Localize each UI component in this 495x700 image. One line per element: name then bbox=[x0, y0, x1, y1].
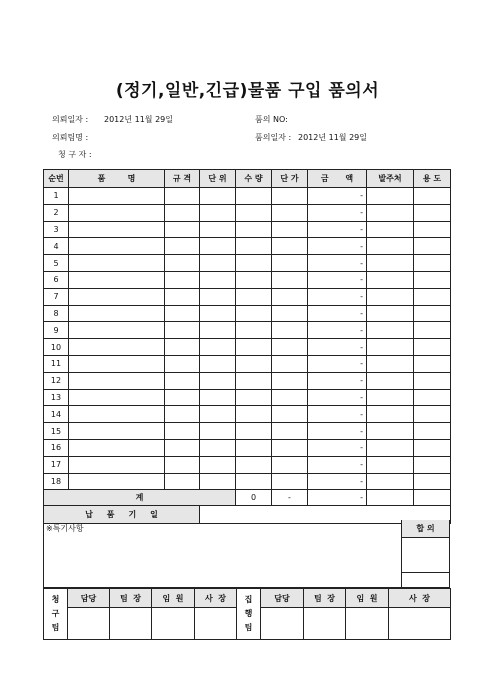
table-cell[interactable] bbox=[367, 188, 414, 205]
table-cell[interactable] bbox=[272, 456, 308, 473]
total-label: 계 bbox=[44, 490, 236, 506]
request-date-label: 의뢰일자 : bbox=[52, 115, 89, 124]
row-amount: - bbox=[308, 439, 367, 456]
table-cell[interactable] bbox=[200, 204, 236, 221]
table-cell[interactable] bbox=[236, 238, 272, 255]
table-cell[interactable] bbox=[200, 305, 236, 322]
table-cell[interactable] bbox=[367, 473, 414, 490]
total-qty: 0 bbox=[236, 490, 272, 506]
table-cell[interactable] bbox=[165, 423, 200, 440]
row-amount: - bbox=[308, 288, 367, 305]
total-row bbox=[44, 490, 451, 506]
table-cell[interactable] bbox=[165, 238, 200, 255]
header-qty: 수 량 bbox=[236, 170, 272, 188]
table-cell[interactable] bbox=[414, 339, 451, 356]
header-vendor: 발주처 bbox=[367, 170, 414, 188]
row-amount: - bbox=[308, 355, 367, 372]
requester-approval-title: 팀 장 bbox=[110, 589, 152, 608]
table-row bbox=[44, 439, 451, 456]
table-cell[interactable] bbox=[414, 439, 451, 456]
signature-cell[interactable] bbox=[389, 608, 451, 640]
table-cell[interactable] bbox=[272, 255, 308, 272]
table-row bbox=[44, 372, 451, 389]
table-row bbox=[44, 406, 451, 423]
table-cell[interactable] bbox=[272, 221, 308, 238]
table-row bbox=[44, 204, 451, 221]
row-number: 2 bbox=[44, 204, 69, 221]
table-cell[interactable] bbox=[200, 288, 236, 305]
table-cell[interactable] bbox=[69, 389, 165, 406]
table-cell[interactable] bbox=[236, 406, 272, 423]
doc-no-label: 품의 NO: bbox=[255, 115, 288, 124]
table-cell[interactable] bbox=[236, 255, 272, 272]
request-date-value: 2012년 11월 29일 bbox=[104, 115, 173, 124]
approval-date-value: 2012년 11월 29일 bbox=[298, 133, 367, 142]
table-cell[interactable] bbox=[69, 372, 165, 389]
table-cell[interactable] bbox=[165, 271, 200, 288]
table-cell[interactable] bbox=[69, 288, 165, 305]
requester-approval-title: 담당 bbox=[68, 589, 110, 608]
table-row bbox=[44, 221, 451, 238]
table-cell[interactable] bbox=[414, 322, 451, 339]
header-no: 순번 bbox=[44, 170, 69, 188]
table-row bbox=[44, 339, 451, 356]
table-cell[interactable] bbox=[367, 204, 414, 221]
requester-label: 청 구 자 : bbox=[58, 150, 92, 159]
row-number: 17 bbox=[44, 456, 69, 473]
table-cell[interactable] bbox=[272, 188, 308, 205]
table-cell[interactable] bbox=[272, 439, 308, 456]
table-cell[interactable] bbox=[367, 439, 414, 456]
row-number: 14 bbox=[44, 406, 69, 423]
approval-date-label: 품의일자 : bbox=[255, 133, 292, 142]
signature-cell[interactable] bbox=[68, 608, 110, 640]
table-cell[interactable] bbox=[367, 372, 414, 389]
table-row bbox=[44, 355, 451, 372]
table-cell[interactable] bbox=[69, 271, 165, 288]
requester-approval-title: 사 장 bbox=[195, 589, 237, 608]
consent-box bbox=[402, 520, 450, 588]
table-cell[interactable] bbox=[236, 221, 272, 238]
signature-cell[interactable] bbox=[346, 608, 389, 640]
table-cell[interactable] bbox=[272, 339, 308, 356]
table-cell[interactable] bbox=[272, 322, 308, 339]
table-cell[interactable] bbox=[236, 188, 272, 205]
table-cell[interactable] bbox=[165, 188, 200, 205]
table-cell[interactable] bbox=[165, 355, 200, 372]
table-cell[interactable] bbox=[69, 339, 165, 356]
table-cell[interactable] bbox=[414, 473, 451, 490]
table-cell[interactable] bbox=[236, 439, 272, 456]
table-cell[interactable] bbox=[200, 322, 236, 339]
signature-cell[interactable] bbox=[152, 608, 195, 640]
exec-approval-title: 팀 장 bbox=[304, 589, 346, 608]
table-cell[interactable] bbox=[367, 389, 414, 406]
row-amount: - bbox=[308, 204, 367, 221]
table-cell[interactable] bbox=[165, 389, 200, 406]
table-cell[interactable] bbox=[236, 339, 272, 356]
table-cell[interactable] bbox=[165, 204, 200, 221]
table-row bbox=[44, 322, 451, 339]
table-cell[interactable] bbox=[272, 238, 308, 255]
table-cell[interactable] bbox=[69, 204, 165, 221]
table-cell[interactable] bbox=[200, 439, 236, 456]
table-cell[interactable] bbox=[236, 389, 272, 406]
table-cell[interactable] bbox=[272, 288, 308, 305]
table-cell[interactable] bbox=[272, 355, 308, 372]
signature-cell[interactable] bbox=[195, 608, 237, 640]
table-cell[interactable] bbox=[414, 271, 451, 288]
exec-approval-title: 담당 bbox=[261, 589, 304, 608]
exec-approval-title: 사 장 bbox=[389, 589, 451, 608]
table-cell[interactable] bbox=[69, 221, 165, 238]
total-price: - bbox=[272, 490, 308, 506]
table-row bbox=[44, 305, 451, 322]
row-number: 4 bbox=[44, 238, 69, 255]
table-cell[interactable] bbox=[272, 372, 308, 389]
table-cell[interactable] bbox=[69, 322, 165, 339]
table-row bbox=[44, 473, 451, 490]
row-number: 12 bbox=[44, 372, 69, 389]
table-cell[interactable] bbox=[272, 389, 308, 406]
table-cell[interactable] bbox=[414, 406, 451, 423]
table-cell[interactable] bbox=[69, 423, 165, 440]
table-cell[interactable] bbox=[165, 255, 200, 272]
row-number: 18 bbox=[44, 473, 69, 490]
row-amount: - bbox=[308, 389, 367, 406]
row-amount: - bbox=[308, 339, 367, 356]
table-cell[interactable] bbox=[367, 355, 414, 372]
table-cell[interactable] bbox=[367, 305, 414, 322]
row-amount: - bbox=[308, 221, 367, 238]
header-item-name: 품 명 bbox=[69, 170, 165, 188]
requester-approval-title: 임 원 bbox=[152, 589, 195, 608]
table-row bbox=[44, 389, 451, 406]
signature-cell[interactable] bbox=[304, 608, 346, 640]
table-cell[interactable] bbox=[367, 271, 414, 288]
special-notes-box[interactable] bbox=[43, 520, 402, 588]
table-cell[interactable] bbox=[200, 355, 236, 372]
table-cell[interactable] bbox=[414, 221, 451, 238]
table-cell[interactable] bbox=[236, 288, 272, 305]
table-cell[interactable] bbox=[272, 406, 308, 423]
table-cell[interactable] bbox=[200, 188, 236, 205]
row-amount: - bbox=[308, 322, 367, 339]
table-cell[interactable] bbox=[165, 406, 200, 423]
table-cell[interactable] bbox=[272, 473, 308, 490]
table-cell[interactable] bbox=[414, 288, 451, 305]
table-cell[interactable] bbox=[200, 406, 236, 423]
table-cell[interactable] bbox=[367, 406, 414, 423]
table-cell[interactable] bbox=[69, 188, 165, 205]
row-number: 15 bbox=[44, 423, 69, 440]
table-cell[interactable] bbox=[236, 204, 272, 221]
approval-table bbox=[43, 588, 451, 640]
table-cell[interactable] bbox=[236, 372, 272, 389]
table-row bbox=[44, 288, 451, 305]
table-cell[interactable] bbox=[200, 389, 236, 406]
row-number: 6 bbox=[44, 271, 69, 288]
table-cell[interactable] bbox=[414, 423, 451, 440]
table-cell[interactable] bbox=[414, 305, 451, 322]
table-cell[interactable] bbox=[414, 238, 451, 255]
table-cell[interactable] bbox=[272, 305, 308, 322]
row-amount: - bbox=[308, 473, 367, 490]
special-notes-label: ※특기사항 bbox=[46, 524, 84, 533]
table-cell[interactable] bbox=[414, 255, 451, 272]
table-header-row bbox=[44, 170, 451, 188]
table-cell[interactable] bbox=[200, 255, 236, 272]
row-number: 16 bbox=[44, 439, 69, 456]
row-number: 5 bbox=[44, 255, 69, 272]
table-cell[interactable] bbox=[236, 271, 272, 288]
row-amount: - bbox=[308, 456, 367, 473]
table-row bbox=[44, 271, 451, 288]
row-number: 13 bbox=[44, 389, 69, 406]
table-cell[interactable] bbox=[165, 288, 200, 305]
row-number: 10 bbox=[44, 339, 69, 356]
table-cell[interactable] bbox=[69, 406, 165, 423]
row-number: 8 bbox=[44, 305, 69, 322]
table-cell[interactable] bbox=[272, 204, 308, 221]
row-number: 9 bbox=[44, 322, 69, 339]
table-row bbox=[44, 423, 451, 440]
table-cell[interactable] bbox=[367, 490, 414, 506]
row-amount: - bbox=[308, 271, 367, 288]
row-amount: - bbox=[308, 372, 367, 389]
table-cell[interactable] bbox=[414, 490, 451, 506]
header-price: 단 가 bbox=[272, 170, 308, 188]
table-cell[interactable] bbox=[367, 288, 414, 305]
table-cell[interactable] bbox=[414, 372, 451, 389]
row-amount: - bbox=[308, 238, 367, 255]
notes-section bbox=[43, 520, 450, 588]
table-cell[interactable] bbox=[272, 423, 308, 440]
document-title: (정기,일반,긴급)물품 구입 품의서 bbox=[115, 81, 380, 101]
table-cell[interactable] bbox=[69, 355, 165, 372]
table-cell[interactable] bbox=[236, 355, 272, 372]
header-unit: 단 위 bbox=[200, 170, 236, 188]
table-cell[interactable] bbox=[200, 456, 236, 473]
table-cell[interactable] bbox=[69, 473, 165, 490]
table-cell[interactable] bbox=[236, 322, 272, 339]
table-cell[interactable] bbox=[236, 305, 272, 322]
signature-cell[interactable] bbox=[261, 608, 304, 640]
table-cell[interactable] bbox=[165, 322, 200, 339]
header-spec: 규 격 bbox=[165, 170, 200, 188]
table-cell[interactable] bbox=[367, 322, 414, 339]
table-cell[interactable] bbox=[236, 456, 272, 473]
table-cell[interactable] bbox=[367, 339, 414, 356]
total-amount: - bbox=[308, 490, 367, 506]
table-cell[interactable] bbox=[367, 238, 414, 255]
table-cell[interactable] bbox=[200, 372, 236, 389]
table-cell[interactable] bbox=[414, 204, 451, 221]
table-cell[interactable] bbox=[367, 423, 414, 440]
table-row bbox=[44, 255, 451, 272]
table-cell[interactable] bbox=[69, 456, 165, 473]
signature-cell[interactable] bbox=[110, 608, 152, 640]
table-cell[interactable] bbox=[236, 423, 272, 440]
table-cell[interactable] bbox=[165, 339, 200, 356]
table-cell[interactable] bbox=[367, 456, 414, 473]
team-label: 의뢰팀명 : bbox=[52, 133, 89, 142]
table-cell[interactable] bbox=[236, 473, 272, 490]
items-table bbox=[43, 169, 451, 524]
table-cell[interactable] bbox=[165, 372, 200, 389]
table-cell[interactable] bbox=[69, 238, 165, 255]
table-cell[interactable] bbox=[200, 423, 236, 440]
table-cell[interactable] bbox=[272, 271, 308, 288]
table-row bbox=[44, 188, 451, 205]
header-amount: 금 액 bbox=[308, 170, 367, 188]
approval-title-row bbox=[44, 589, 451, 608]
row-number: 1 bbox=[44, 188, 69, 205]
exec-approval-title: 임 원 bbox=[346, 589, 389, 608]
table-cell[interactable] bbox=[165, 456, 200, 473]
delivery-date-label: 납 품 기 일 bbox=[44, 506, 200, 524]
table-cell[interactable] bbox=[414, 456, 451, 473]
table-cell[interactable] bbox=[69, 305, 165, 322]
table-cell[interactable] bbox=[165, 221, 200, 238]
table-cell[interactable] bbox=[69, 255, 165, 272]
table-cell[interactable] bbox=[367, 255, 414, 272]
table-cell[interactable] bbox=[414, 389, 451, 406]
table-cell[interactable] bbox=[414, 355, 451, 372]
table-row bbox=[44, 456, 451, 473]
table-cell[interactable] bbox=[367, 221, 414, 238]
table-cell[interactable] bbox=[200, 271, 236, 288]
row-number: 11 bbox=[44, 355, 69, 372]
table-cell[interactable] bbox=[165, 439, 200, 456]
row-amount: - bbox=[308, 305, 367, 322]
exec-team-label: 집 행 팀 bbox=[237, 589, 261, 640]
consent-signature-cell[interactable] bbox=[402, 538, 449, 573]
table-cell[interactable] bbox=[200, 339, 236, 356]
table-cell[interactable] bbox=[200, 238, 236, 255]
row-number: 7 bbox=[44, 288, 69, 305]
row-amount: - bbox=[308, 423, 367, 440]
table-cell[interactable] bbox=[69, 439, 165, 456]
table-cell[interactable] bbox=[414, 188, 451, 205]
table-cell[interactable] bbox=[200, 221, 236, 238]
table-row bbox=[44, 238, 451, 255]
row-amount: - bbox=[308, 255, 367, 272]
row-amount: - bbox=[308, 406, 367, 423]
row-number: 3 bbox=[44, 221, 69, 238]
consent-label: 합 의 bbox=[402, 520, 449, 538]
row-amount: - bbox=[308, 188, 367, 205]
requester-team-label: 청 구 팀 bbox=[44, 589, 68, 640]
table-cell[interactable] bbox=[165, 305, 200, 322]
header-purpose: 용 도 bbox=[414, 170, 451, 188]
table-cell[interactable] bbox=[200, 473, 236, 490]
table-cell[interactable] bbox=[165, 473, 200, 490]
